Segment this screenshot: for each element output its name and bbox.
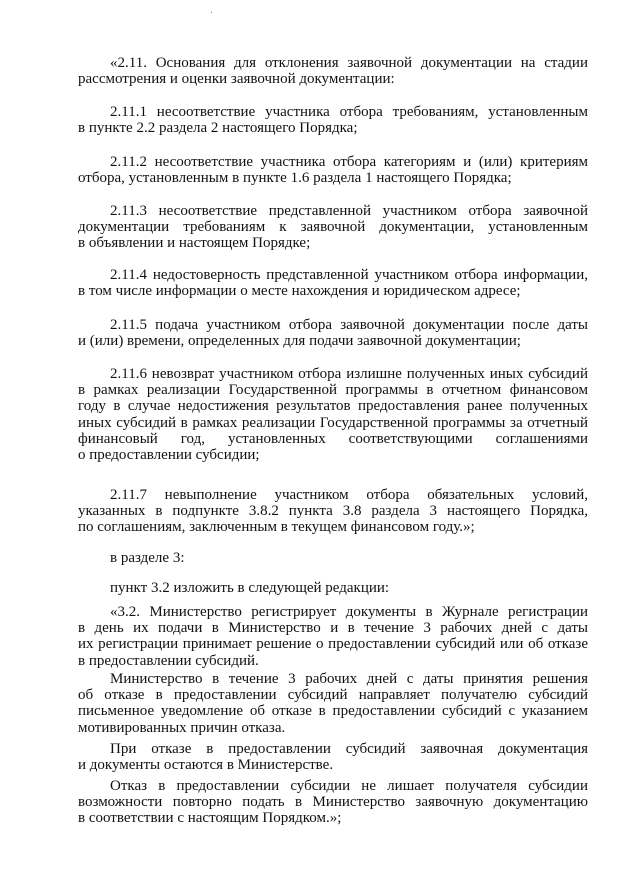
text-line: 2.11.6 невозврат участником отбора излишне полученных иных субсидий [110,366,588,382]
text-line: 2.11.1 несоответствие участника отбора требованиям, установленным [110,104,588,120]
paragraph [78,604,588,669]
text-line: финансовый год, установленных соответствующими соглашениями [78,430,588,447]
text-line: в день их подачи в Министерство и в течение 3 рабочих дней с даты [78,620,588,637]
text-line: об отказе в предоставлении субсидий направляет получателю субсидий [78,687,588,704]
text-line: в том числе информации о месте нахождения и юридическом адресе; [78,283,521,300]
text-line: в соответствии с настоящим Порядком.»; [78,810,342,827]
paragraph [78,104,588,136]
text-line: Отказ в предоставлении субсидии не лишает получателя субсидии [110,778,588,794]
text-line: и документы остаются в Министерстве. [78,757,334,774]
text-line: по соглашениям, заключенным в текущем финансовом году.»; [78,519,475,536]
paragraph [78,671,588,736]
text-line: в пункте 2.2 раздела 2 настоящего Порядка; [78,120,358,137]
paragraph [78,317,588,349]
text-line: и (или) времени, определенных для подачи заявочной документации; [78,333,521,350]
page-number: . [210,4,213,16]
text-line: 2.11.3 несоответствие представленной участником отбора заявочной [110,203,588,219]
paragraph [78,487,588,536]
text-line: 2.11.7 невыполнение участником отбора обязательных условий, [110,487,588,503]
text-line: возможности повторно подать в Министерство заявочную документацию [78,794,588,811]
paragraph [78,154,588,186]
text-line: Министерство в течение 3 рабочих дней с даты принятия решения [110,671,588,687]
text-line: в предоставлении субсидий. [78,652,259,669]
text-line: При отказе в предоставлении субсидий заявочная документация [110,741,588,757]
text-line: рассмотрения и оценки заявочной документации: [78,71,395,88]
text-line: документации требованиям к заявочной документации, установленным [78,219,588,236]
paragraph [78,203,588,252]
text-line: о предоставлении субсидии; [78,446,260,463]
text-line: иных субсидий в рамках реализации Государственной программы за отчетный [78,414,588,431]
text-line: «2.11. Основания для отклонения заявочной документации на стадии [110,55,588,71]
paragraph [78,550,588,566]
text-line: отбора, установленным в пункте 1.6 раздела 1 настоящего Порядка; [78,170,512,187]
text-line: 2.11.2 несоответствие участника отбора категориям и (или) критериям [110,154,588,170]
text-line: указанных в подпункте 3.8.2 пункта 3.8 раздела 3 настоящего Порядка, [78,503,588,520]
text-line: 2.11.4 недостоверность представленной участником отбора информации, [110,267,588,283]
paragraph [78,778,588,827]
text-line: в разделе 3: [110,550,185,566]
paragraph [78,580,588,596]
text-line: мотивированных причин отказа. [78,719,286,736]
text-line: пункт 3.2 изложить в следующей редакции: [110,580,390,596]
paragraph [78,366,588,463]
text-line: их регистрации принимает решение о предоставлении субсидий или об отказе [78,636,588,653]
text-line: в рамках реализации Государственной программы в отчетном финансовом [78,382,588,399]
paragraph [78,267,588,299]
text-line: году в случае недостижения результатов предоставления ранее полученных [78,398,588,415]
text-line: письменное уведомление об отказе в предоставлении субсидий с указанием [78,703,588,720]
text-line: «3.2. Министерство регистрирует документы в Журнале регистрации [110,604,588,620]
text-line: в объявлении и настоящем Порядке; [78,235,311,252]
paragraph [78,55,588,87]
paragraph [78,741,588,773]
text-line: 2.11.5 подача участником отбора заявочной документации после даты [110,317,588,333]
